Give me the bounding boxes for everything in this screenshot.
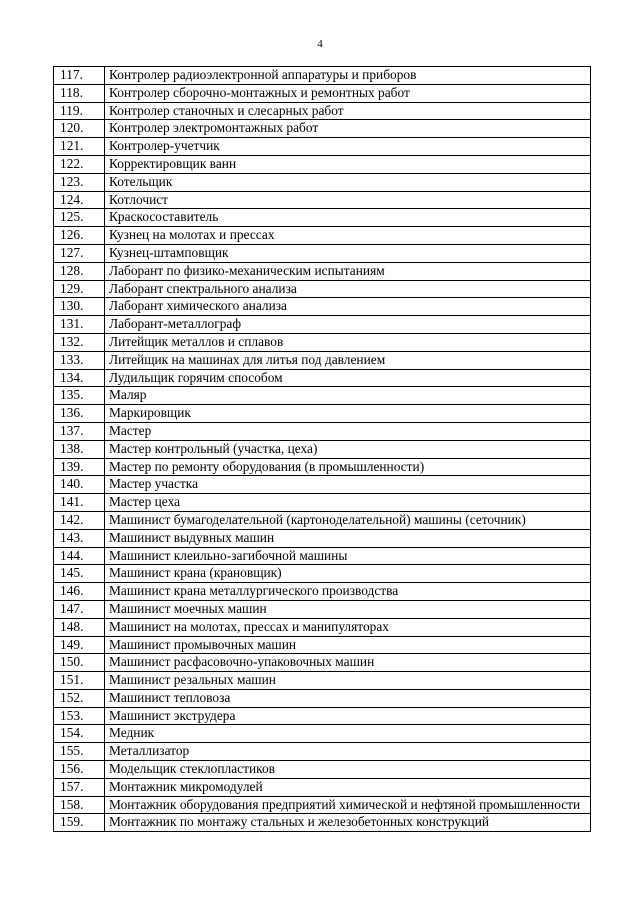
table-row (54, 316, 591, 334)
occupation-name: Лаборант-металлограф (105, 316, 591, 334)
row-number: 121. (54, 138, 105, 156)
occupation-name: Машинист крана (крановщик) (105, 565, 591, 583)
occupation-name: Литейщик на машинах для литья под давлением (105, 351, 591, 369)
occupation-name: Кузнец на молотах и прессах (105, 227, 591, 245)
table-row (54, 173, 591, 191)
row-number: 118. (54, 84, 105, 102)
occupation-name: Машинист резальных машин (105, 672, 591, 690)
row-number: 140. (54, 476, 105, 494)
table-row (54, 494, 591, 512)
row-number: 148. (54, 618, 105, 636)
table-row (54, 405, 591, 423)
table-row (54, 244, 591, 262)
table-row (54, 814, 591, 832)
row-number: 129. (54, 280, 105, 298)
row-number: 144. (54, 547, 105, 565)
table-row (54, 67, 591, 85)
occupation-name: Машинист промывочных машин (105, 636, 591, 654)
table-row (54, 155, 591, 173)
table-row (54, 725, 591, 743)
page-number: 4 (317, 38, 323, 50)
occupation-name: Котлочист (105, 191, 591, 209)
table-row (54, 778, 591, 796)
table-row (54, 761, 591, 779)
occupation-name: Металлизатор (105, 743, 591, 761)
row-number: 119. (54, 102, 105, 120)
row-number: 131. (54, 316, 105, 334)
table-row (54, 654, 591, 672)
occupation-name: Машинист расфасовочно-упаковочных машин (105, 654, 591, 672)
row-number: 133. (54, 351, 105, 369)
table-row (54, 672, 591, 690)
occupation-name: Мастер (105, 422, 591, 440)
table-row (54, 796, 591, 814)
row-number: 137. (54, 422, 105, 440)
occupation-name: Модельщик стеклопластиков (105, 761, 591, 779)
row-number: 142. (54, 511, 105, 529)
occupation-name: Мастер участка (105, 476, 591, 494)
occupation-name: Маркировщик (105, 405, 591, 423)
table-row (54, 387, 591, 405)
row-number: 156. (54, 761, 105, 779)
occupations-table-body (54, 67, 591, 832)
row-number: 128. (54, 262, 105, 280)
table-row (54, 333, 591, 351)
row-number: 146. (54, 583, 105, 601)
row-number: 136. (54, 405, 105, 423)
row-number: 150. (54, 654, 105, 672)
row-number: 145. (54, 565, 105, 583)
table-row (54, 529, 591, 547)
table-row (54, 476, 591, 494)
table-row (54, 280, 591, 298)
table-row (54, 440, 591, 458)
occupation-name: Лаборант по физико-механическим испытаниям (105, 262, 591, 280)
row-number: 120. (54, 120, 105, 138)
occupation-name: Контролер радиоэлектронной аппаратуры и приборов (105, 67, 591, 85)
table-row (54, 636, 591, 654)
occupation-name: Корректировщик ванн (105, 155, 591, 173)
table-row (54, 209, 591, 227)
occupation-name: Машинист клеильно-загибочной машины (105, 547, 591, 565)
occupation-name: Машинист тепловоза (105, 689, 591, 707)
occupation-name: Котельщик (105, 173, 591, 191)
row-number: 134. (54, 369, 105, 387)
row-number: 143. (54, 529, 105, 547)
occupation-name: Машинист экструдера (105, 707, 591, 725)
occupations-table (53, 66, 591, 832)
occupation-name: Лаборант химического анализа (105, 298, 591, 316)
occupation-name: Краскосоставитель (105, 209, 591, 227)
table-row (54, 298, 591, 316)
occupation-name: Медник (105, 725, 591, 743)
table-row (54, 422, 591, 440)
occupation-name: Лудильщик горячим способом (105, 369, 591, 387)
table-row (54, 351, 591, 369)
row-number: 138. (54, 440, 105, 458)
table-row (54, 583, 591, 601)
occupation-name: Мастер контрольный (участка, цеха) (105, 440, 591, 458)
occupation-name: Машинист выдувных машин (105, 529, 591, 547)
table-row (54, 547, 591, 565)
row-number: 123. (54, 173, 105, 191)
table-row (54, 600, 591, 618)
occupation-name: Контролер станочных и слесарных работ (105, 102, 591, 120)
table-row (54, 102, 591, 120)
table-row (54, 138, 591, 156)
occupation-name: Маляр (105, 387, 591, 405)
table-row (54, 369, 591, 387)
row-number: 127. (54, 244, 105, 262)
occupation-name: Монтажник микромодулей (105, 778, 591, 796)
table-row (54, 191, 591, 209)
row-number: 153. (54, 707, 105, 725)
table-row (54, 84, 591, 102)
row-number: 122. (54, 155, 105, 173)
occupation-name: Машинист бумагоделательной (картоноделательной) машины (сеточник) (105, 511, 591, 529)
row-number: 141. (54, 494, 105, 512)
occupation-name: Монтажник по монтажу стальных и железобетонных конструкций (105, 814, 591, 832)
row-number: 125. (54, 209, 105, 227)
table-row (54, 618, 591, 636)
row-number: 135. (54, 387, 105, 405)
occupation-name: Контролер электромонтажных работ (105, 120, 591, 138)
table-row (54, 458, 591, 476)
occupation-name: Мастер цеха (105, 494, 591, 512)
table-row (54, 565, 591, 583)
row-number: 149. (54, 636, 105, 654)
table-row (54, 511, 591, 529)
occupation-name: Монтажник оборудования предприятий химической и нефтяной промышленности (105, 796, 591, 814)
row-number: 154. (54, 725, 105, 743)
occupation-name: Контролер сборочно-монтажных и ремонтных работ (105, 84, 591, 102)
table-row (54, 120, 591, 138)
row-number: 152. (54, 689, 105, 707)
table-row (54, 262, 591, 280)
row-number: 124. (54, 191, 105, 209)
occupation-name: Контролер-учетчик (105, 138, 591, 156)
occupation-name: Кузнец-штамповщик (105, 244, 591, 262)
row-number: 151. (54, 672, 105, 690)
table-row (54, 707, 591, 725)
row-number: 155. (54, 743, 105, 761)
table-row (54, 689, 591, 707)
occupation-name: Машинист крана металлургического производства (105, 583, 591, 601)
row-number: 159. (54, 814, 105, 832)
occupation-name: Литейщик металлов и сплавов (105, 333, 591, 351)
row-number: 157. (54, 778, 105, 796)
occupation-name: Машинист на молотах, прессах и манипуляторах (105, 618, 591, 636)
table-row (54, 743, 591, 761)
row-number: 117. (54, 67, 105, 85)
occupation-name: Машинист моечных машин (105, 600, 591, 618)
table-row (54, 227, 591, 245)
row-number: 139. (54, 458, 105, 476)
occupation-name: Лаборант спектрального анализа (105, 280, 591, 298)
row-number: 126. (54, 227, 105, 245)
row-number: 132. (54, 333, 105, 351)
occupation-name: Мастер по ремонту оборудования (в промышленности) (105, 458, 591, 476)
row-number: 147. (54, 600, 105, 618)
row-number: 130. (54, 298, 105, 316)
row-number: 158. (54, 796, 105, 814)
